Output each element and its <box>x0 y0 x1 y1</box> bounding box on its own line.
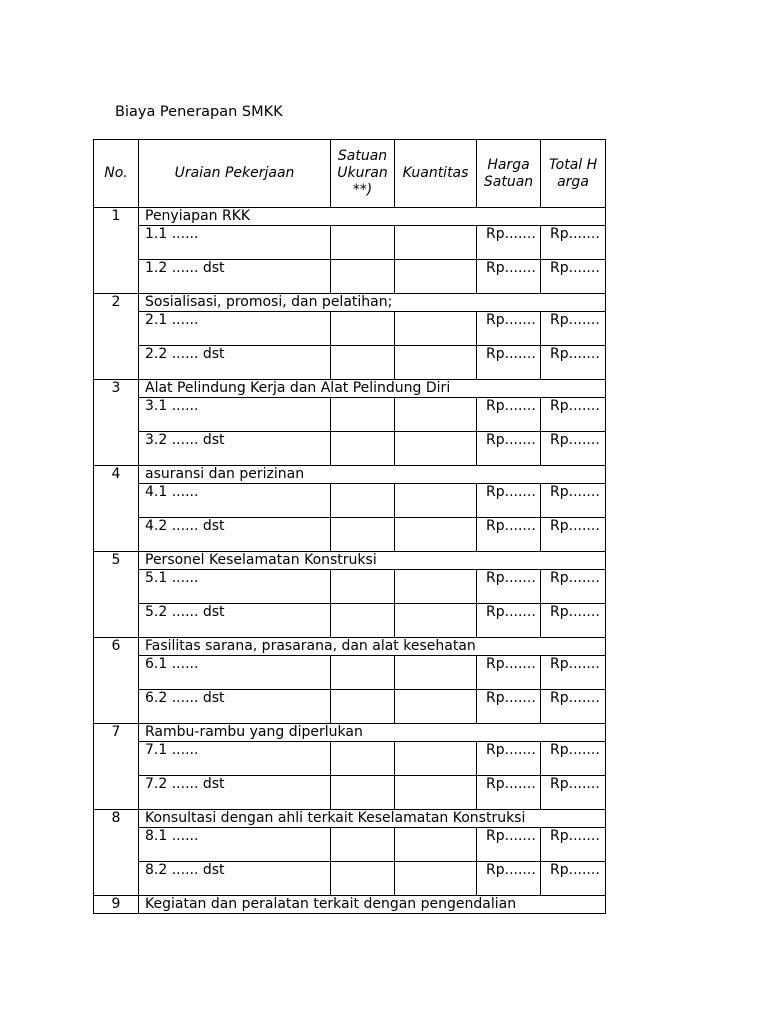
item-row <box>94 604 606 638</box>
section-number: 1 <box>94 208 139 294</box>
rp-placeholder: Rp....... <box>486 604 536 620</box>
item-row <box>94 260 606 294</box>
section-number: 3 <box>94 380 139 466</box>
rp-placeholder: Rp....... <box>550 742 600 758</box>
section-row <box>94 896 606 914</box>
satuan-cell <box>331 398 395 432</box>
item-row <box>94 570 606 604</box>
harga-satuan-cell <box>477 690 541 724</box>
rp-placeholder: Rp....... <box>550 484 600 500</box>
kuantitas-cell <box>395 656 477 690</box>
header-uraian: Uraian Pekerjaan <box>139 140 331 208</box>
item-description: 5.1 ...... <box>139 570 331 604</box>
harga-satuan-cell <box>477 742 541 776</box>
rp-placeholder: Rp....... <box>486 776 536 792</box>
harga-satuan-cell <box>477 656 541 690</box>
section-row <box>94 810 606 828</box>
item-row <box>94 656 606 690</box>
satuan-cell <box>331 570 395 604</box>
harga-satuan-cell <box>477 604 541 638</box>
header-no: No. <box>94 140 139 208</box>
item-row <box>94 690 606 724</box>
rp-placeholder: Rp....... <box>550 398 600 414</box>
harga-satuan-cell <box>477 570 541 604</box>
total-harga-cell <box>541 346 606 380</box>
rp-placeholder: Rp....... <box>550 346 600 362</box>
total-harga-cell <box>541 260 606 294</box>
section-number: 6 <box>94 638 139 724</box>
section-title: asuransi dan perizinan <box>139 466 606 484</box>
rp-placeholder: Rp....... <box>486 656 536 672</box>
item-row <box>94 862 606 896</box>
item-description: 6.1 ...... <box>139 656 331 690</box>
header-harga-satuan: Harga Satuan <box>477 140 541 208</box>
harga-satuan-cell <box>477 260 541 294</box>
harga-satuan-cell <box>477 862 541 896</box>
item-row <box>94 346 606 380</box>
section-title: Alat Pelindung Kerja dan Alat Pelindung Diri <box>139 380 606 398</box>
total-harga-cell <box>541 312 606 346</box>
item-description: 2.2 ...... dst <box>139 346 331 380</box>
satuan-cell <box>331 828 395 862</box>
harga-satuan-cell <box>477 828 541 862</box>
harga-satuan-cell <box>477 432 541 466</box>
header-kuantitas: Kuantitas <box>395 140 477 208</box>
rp-placeholder: Rp....... <box>486 862 536 878</box>
rp-placeholder: Rp....... <box>550 432 600 448</box>
satuan-cell <box>331 518 395 552</box>
rp-placeholder: Rp....... <box>550 260 600 276</box>
section-number: 8 <box>94 810 139 896</box>
item-row <box>94 398 606 432</box>
satuan-cell <box>331 226 395 260</box>
section-number: 2 <box>94 294 139 380</box>
item-row <box>94 226 606 260</box>
harga-satuan-cell <box>477 226 541 260</box>
total-harga-cell <box>541 828 606 862</box>
item-row <box>94 312 606 346</box>
total-harga-cell <box>541 862 606 896</box>
kuantitas-cell <box>395 604 477 638</box>
section-title: Sosialisasi, promosi, dan pelatihan; <box>139 294 606 312</box>
rp-placeholder: Rp....... <box>486 260 536 276</box>
total-harga-cell <box>541 604 606 638</box>
section-title: Personel Keselamatan Konstruksi <box>139 552 606 570</box>
kuantitas-cell <box>395 690 477 724</box>
total-harga-cell <box>541 518 606 552</box>
rp-placeholder: Rp....... <box>486 518 536 534</box>
rp-placeholder: Rp....... <box>486 690 536 706</box>
table-body <box>94 208 606 914</box>
kuantitas-cell <box>395 260 477 294</box>
total-harga-cell <box>541 570 606 604</box>
section-title: Konsultasi dengan ahli terkait Keselamatan Konstruksi <box>139 810 606 828</box>
section-number: 7 <box>94 724 139 810</box>
document-title: Biaya Penerapan SMKK <box>115 104 283 120</box>
rp-placeholder: Rp....... <box>550 518 600 534</box>
section-row <box>94 208 606 226</box>
rp-placeholder: Rp....... <box>486 312 536 328</box>
rp-placeholder: Rp....... <box>486 570 536 586</box>
section-number: 9 <box>94 896 139 914</box>
section-number: 5 <box>94 552 139 638</box>
item-description: 5.2 ...... dst <box>139 604 331 638</box>
satuan-cell <box>331 346 395 380</box>
item-row <box>94 484 606 518</box>
kuantitas-cell <box>395 570 477 604</box>
item-description: 7.1 ...... <box>139 742 331 776</box>
item-row <box>94 742 606 776</box>
item-description: 2.1 ...... <box>139 312 331 346</box>
item-description: 4.1 ...... <box>139 484 331 518</box>
rp-placeholder: Rp....... <box>550 604 600 620</box>
item-row <box>94 776 606 810</box>
item-description: 1.2 ...... dst <box>139 260 331 294</box>
rp-placeholder: Rp....... <box>550 776 600 792</box>
item-row <box>94 828 606 862</box>
harga-satuan-cell <box>477 518 541 552</box>
harga-satuan-cell <box>477 346 541 380</box>
satuan-cell <box>331 776 395 810</box>
section-row <box>94 638 606 656</box>
satuan-cell <box>331 862 395 896</box>
section-title: Penyiapan RKK <box>139 208 606 226</box>
rp-placeholder: Rp....... <box>486 742 536 758</box>
kuantitas-cell <box>395 828 477 862</box>
header-satuan: Satuan Ukuran **) <box>331 140 395 208</box>
item-description: 4.2 ...... dst <box>139 518 331 552</box>
satuan-cell <box>331 690 395 724</box>
item-row <box>94 432 606 466</box>
satuan-cell <box>331 484 395 518</box>
rp-placeholder: Rp....... <box>486 226 536 242</box>
rp-placeholder: Rp....... <box>550 828 600 844</box>
section-row <box>94 552 606 570</box>
kuantitas-cell <box>395 776 477 810</box>
header-total-harga: Total Harga <box>541 140 606 208</box>
item-description: 8.1 ...... <box>139 828 331 862</box>
satuan-cell <box>331 260 395 294</box>
total-harga-cell <box>541 484 606 518</box>
total-harga-cell <box>541 432 606 466</box>
satuan-cell <box>331 604 395 638</box>
table-header-row <box>94 140 606 208</box>
total-harga-cell <box>541 776 606 810</box>
rp-placeholder: Rp....... <box>550 570 600 586</box>
total-harga-cell <box>541 656 606 690</box>
rp-placeholder: Rp....... <box>486 432 536 448</box>
kuantitas-cell <box>395 742 477 776</box>
item-row <box>94 518 606 552</box>
section-title: Kegiatan dan peralatan terkait dengan pengendalian <box>139 896 606 914</box>
total-harga-cell <box>541 742 606 776</box>
harga-satuan-cell <box>477 776 541 810</box>
item-description: 8.2 ...... dst <box>139 862 331 896</box>
total-harga-cell <box>541 690 606 724</box>
item-description: 3.2 ...... dst <box>139 432 331 466</box>
rp-placeholder: Rp....... <box>550 226 600 242</box>
satuan-cell <box>331 312 395 346</box>
kuantitas-cell <box>395 862 477 896</box>
rp-placeholder: Rp....... <box>550 862 600 878</box>
section-row <box>94 294 606 312</box>
harga-satuan-cell <box>477 484 541 518</box>
kuantitas-cell <box>395 484 477 518</box>
rp-placeholder: Rp....... <box>486 828 536 844</box>
item-description: 3.1 ...... <box>139 398 331 432</box>
kuantitas-cell <box>395 518 477 552</box>
kuantitas-cell <box>395 312 477 346</box>
item-description: 6.2 ...... dst <box>139 690 331 724</box>
section-title: Fasilitas sarana, prasarana, dan alat kesehatan <box>139 638 606 656</box>
rp-placeholder: Rp....... <box>486 484 536 500</box>
section-row <box>94 466 606 484</box>
total-harga-cell <box>541 226 606 260</box>
item-description: 7.2 ...... dst <box>139 776 331 810</box>
satuan-cell <box>331 432 395 466</box>
rp-placeholder: Rp....... <box>486 398 536 414</box>
rp-placeholder: Rp....... <box>550 656 600 672</box>
satuan-cell <box>331 656 395 690</box>
harga-satuan-cell <box>477 312 541 346</box>
rp-placeholder: Rp....... <box>550 690 600 706</box>
kuantitas-cell <box>395 432 477 466</box>
item-description: 1.1 ...... <box>139 226 331 260</box>
harga-satuan-cell <box>477 398 541 432</box>
total-harga-cell <box>541 398 606 432</box>
section-number: 4 <box>94 466 139 552</box>
kuantitas-cell <box>395 346 477 380</box>
section-row <box>94 724 606 742</box>
kuantitas-cell <box>395 398 477 432</box>
cost-table <box>93 139 606 914</box>
kuantitas-cell <box>395 226 477 260</box>
section-row <box>94 380 606 398</box>
section-title: Rambu-rambu yang diperlukan <box>139 724 606 742</box>
satuan-cell <box>331 742 395 776</box>
rp-placeholder: Rp....... <box>486 346 536 362</box>
rp-placeholder: Rp....... <box>550 312 600 328</box>
